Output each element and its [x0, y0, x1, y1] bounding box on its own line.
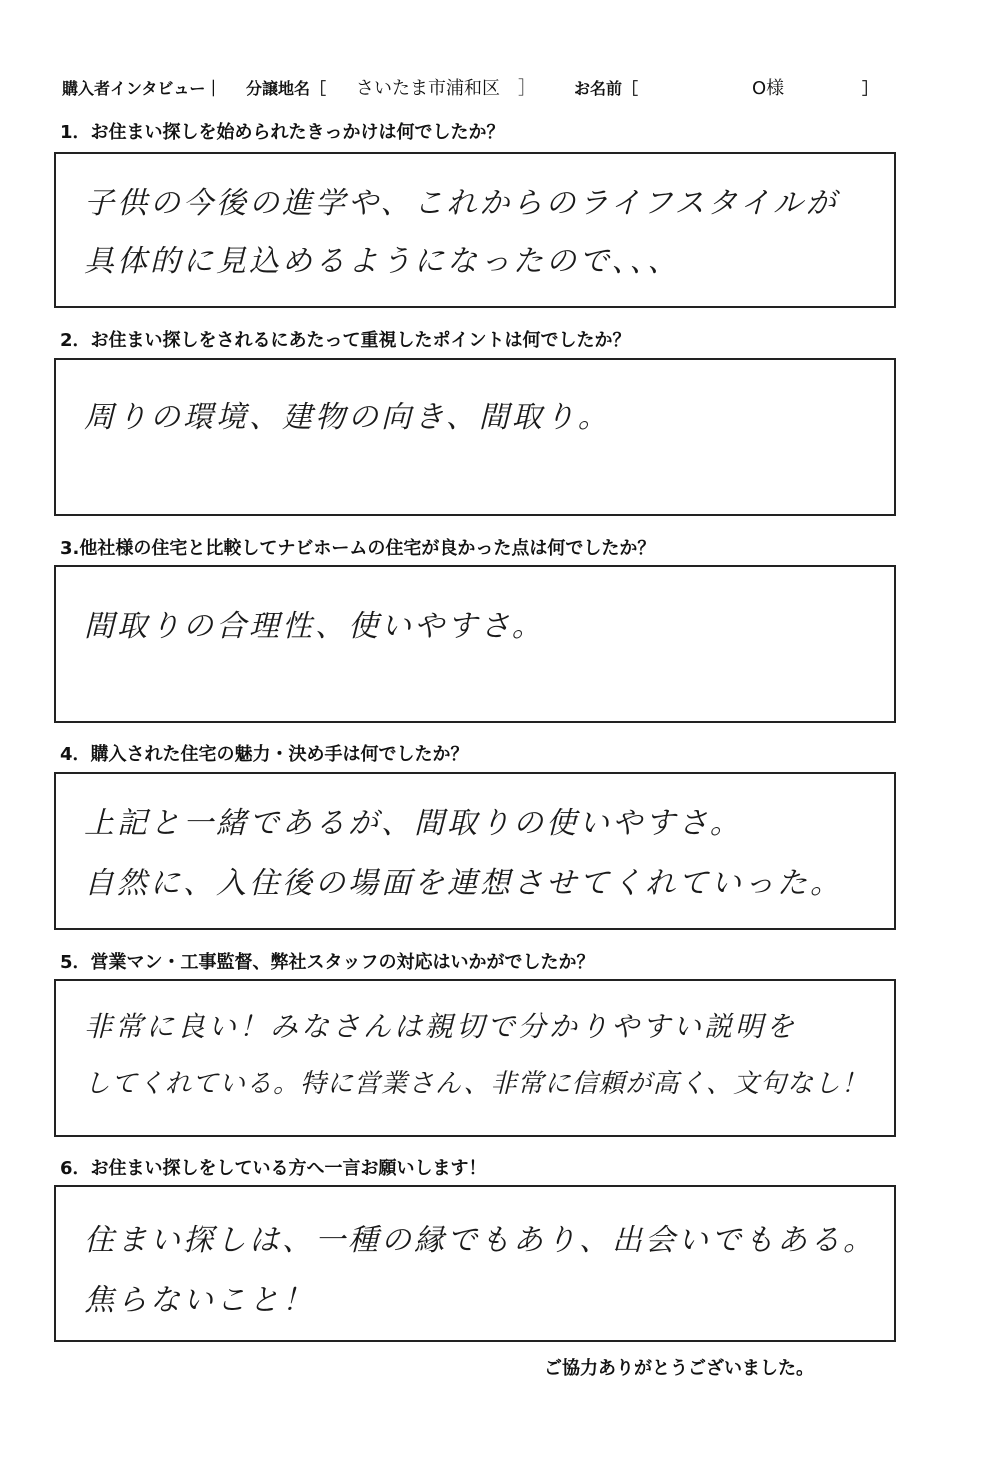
answer-1-line-2: 具体的に見込めるようになったので、、、	[84, 244, 681, 279]
answer-box-4	[54, 772, 896, 930]
answer-6-line-1: 住まい探しは、一種の縁でもあり、出会いでもある。	[84, 1223, 876, 1258]
answer-box-1	[54, 152, 896, 308]
interview-header	[62, 74, 922, 102]
answer-2-line-1: 周りの環境、建物の向き、間取り。	[84, 400, 611, 435]
question-3: 3.他社様の住宅と比較してナビホームの住宅が良かった点は何でしたか？	[60, 538, 656, 559]
answer-4-line-2: 自然に、入住後の場面を連想させてくれていった。	[84, 866, 843, 901]
answer-5-line-2: してくれている。特に営業さん、非常に信頼が高く、文句なし！	[84, 1069, 869, 1099]
answer-box-2	[54, 358, 896, 516]
answer-5-line-1: 非常に良い！みなさんは親切で分かりやすい説明を	[84, 1010, 798, 1043]
question-5: 5．営業マン・工事監督、弊社スタッフの対応はいかがでしたか？	[60, 952, 595, 973]
answer-box-3	[54, 565, 896, 723]
answer-6-line-2: 焦らないこと！	[84, 1283, 315, 1318]
answer-1-line-1: 子供の今後の進学や、これからのライフスタイルが	[84, 186, 839, 221]
answer-box-6	[54, 1185, 896, 1342]
area-label: 分譲地名［	[246, 79, 327, 98]
question-4: 4．購入された住宅の魅力・決め手は何でしたか？	[60, 744, 469, 765]
thank-you-footer: ご協力ありがとうございました。	[544, 1358, 814, 1379]
name-bracket-close: ］	[862, 79, 879, 98]
question-1: 1．お住まい探しを始められたきっかけは何でしたか？	[60, 122, 505, 143]
name-label: お名前［	[574, 79, 639, 98]
header-title: 購入者インタビュー｜	[62, 79, 222, 98]
answer-box-5	[54, 979, 896, 1137]
answer-3-line-1: 間取りの合理性、使いやすさ。	[84, 609, 545, 644]
answer-4-line-1: 上記と一緒であるが、間取りの使いやすさ。	[84, 806, 743, 841]
question-6: 6．お住まい探しをしている方へ一言お願いします！	[60, 1158, 487, 1179]
area-value: さいたま市浦和区 ］	[356, 78, 536, 99]
name-value: O様	[752, 78, 785, 99]
question-2: 2．お住まい探しをされるにあたって重視したポイントは何でしたか？	[60, 330, 631, 351]
